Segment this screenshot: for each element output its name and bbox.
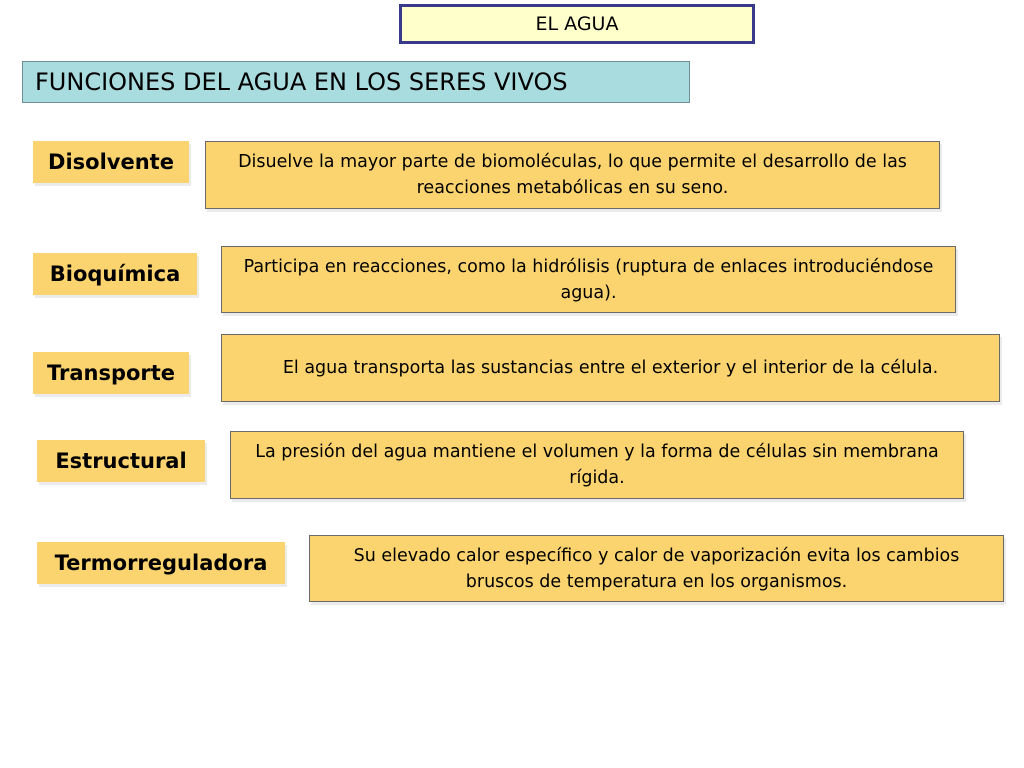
function-label-disolvente: [33, 141, 189, 183]
section-header-label: EL AGUA: [535, 13, 619, 35]
function-label-text: Transporte: [46, 361, 176, 385]
function-label-estructural: [37, 440, 205, 482]
function-description-text: Participa en reacciones, como la hidrólisis (ruptura de enlaces introduciéndose agua).: [243, 256, 934, 303]
function-label-text: Disolvente: [48, 150, 174, 174]
function-label-transporte: [33, 352, 189, 394]
function-description-disolvente: [205, 141, 940, 209]
function-description-text: Disuelve la mayor parte de biomoléculas, lo que permite el desarrollo de las reacciones metabólicas en su seno.: [238, 152, 907, 198]
function-description-text: El agua transporta las sustancias entre el exterior y el interior de la célula.: [282, 358, 939, 378]
function-label-bioquimica: [33, 253, 197, 295]
function-label-text: Bioquímica: [49, 262, 181, 286]
function-label-text: Termorreguladora: [54, 551, 268, 575]
page-title-text: FUNCIONES DEL AGUA EN LOS SERES VIVOS: [35, 68, 568, 96]
function-label-text: Estructural: [55, 449, 187, 473]
function-description-text: La presión del agua mantiene el volumen y la forma de células sin membrana rígida.: [255, 442, 939, 488]
function-description-transporte: [221, 334, 1000, 402]
page-title: [22, 61, 690, 103]
section-header: [399, 4, 755, 44]
function-label-termorreguladora: [37, 542, 285, 584]
function-description-bioquimica: [221, 246, 956, 313]
function-description-text: Su elevado calor específico y calor de vaporización evita los cambios bruscos de temperatura en los organismos.: [353, 545, 960, 592]
function-description-termorreguladora: [309, 535, 1004, 602]
function-description-estructural: [230, 431, 964, 499]
